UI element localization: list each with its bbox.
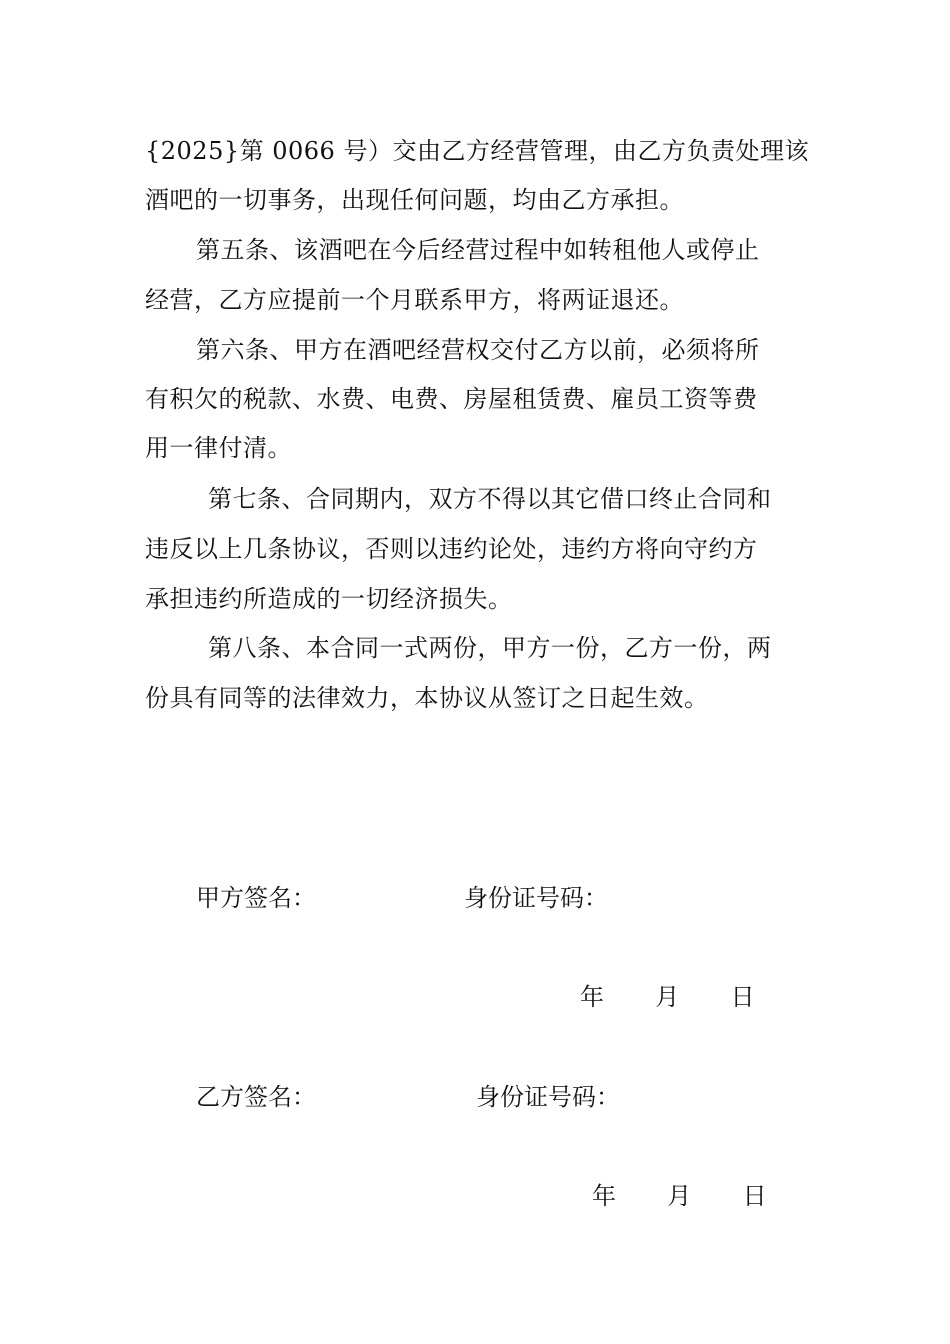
year-label: 年 (580, 983, 604, 1011)
article-8-line: 份具有同等的法律效力，本协议从签订之日起生效。 (145, 684, 709, 712)
year-label: 年 (592, 1182, 616, 1210)
article-7-line: 违反以上几条协议，否则以违约论处，违约方将向守约方 (145, 535, 758, 563)
article-8-line: 第八条、本合同一式两份，甲方一份，乙方一份，两 (208, 634, 772, 662)
party-b-date (592, 1181, 767, 1211)
article-7-line: 第七条、合同期内，双方不得以其它借口终止合同和 (208, 485, 772, 513)
article-6-line: 有积欠的税款、水费、电费、房屋租赁费、雇员工资等费 (145, 385, 758, 413)
paragraph-line: 酒吧的一切事务，出现任何问题，均由乙方承担。 (145, 186, 684, 214)
article-5-line: 第五条、该酒吧在今后经营过程中如转租他人或停止 (196, 236, 760, 264)
month-label: 月 (667, 1182, 692, 1210)
day-label: 日 (730, 983, 755, 1011)
day-label: 日 (742, 1182, 767, 1210)
party-b-id-label: 身份证号码： (476, 1083, 620, 1111)
party-a-date (580, 982, 755, 1012)
month-label: 月 (655, 983, 680, 1011)
party-a-id-label: 身份证号码： (464, 884, 608, 912)
party-b-name-label: 乙方签名： (196, 1083, 316, 1111)
paragraph-line: {2025}第 0066 号）交由乙方经营管理，由乙方负责处理该 (145, 137, 809, 165)
article-6-line: 第六条、甲方在酒吧经营权交付乙方以前，必须将所 (196, 336, 760, 364)
party-a-name-label: 甲方签名： (196, 884, 316, 912)
article-5-line: 经营，乙方应提前一个月联系甲方，将两证退还。 (145, 286, 684, 314)
article-7-line: 承担违约所造成的一切经济损失。 (145, 585, 513, 613)
article-6-line: 用一律付清。 (145, 434, 292, 462)
